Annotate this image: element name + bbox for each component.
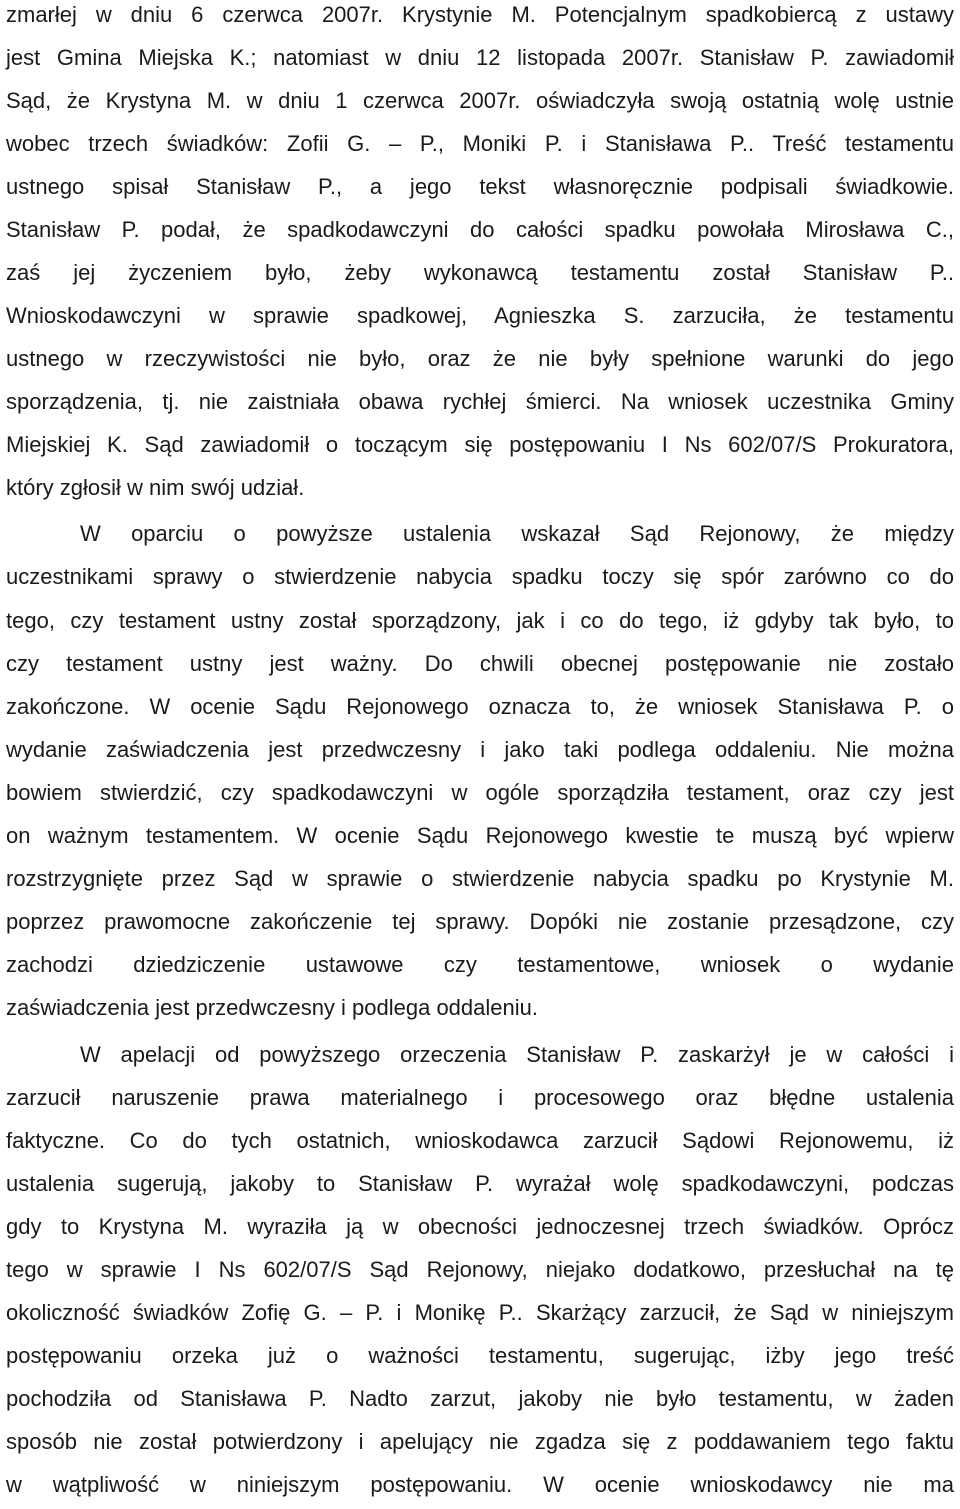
text-line: który zgłosił w nim swój udział. [6,475,305,500]
text-line: jest Gmina Miejska K.; natomiast w dniu 12 listopada 2007r. Stanisław P. zawiadomił [6,45,954,70]
text-line: wydanie zaświadczenia jest przedwczesny i jako taki podlega oddaleniu. Nie można [6,737,954,762]
text-line: Sąd, że Krystyna M. w dniu 1 czerwca 2007r. oświadczyła swoją ostatnią wolę ustnie [6,88,954,113]
text-line: faktyczne. Co do tych ostatnich, wnioskodawca zarzucił Sądowi Rejonowemu, iż [6,1128,954,1153]
text-line: ustnego w rzeczywistości nie było, oraz że nie były spełnione warunki do jego [6,346,954,371]
text-line: ustalenia sugerują, jakoby to Stanisław P. wyrażał wolę spadkodawczyni, podczas [6,1171,954,1196]
text-line: zakończone. W ocenie Sądu Rejonowego oznacza to, że wniosek Stanisława P. o [6,694,954,719]
text-line: gdy to Krystyna M. wyraziła ją w obecności jednoczesnej trzech świadków. Oprócz [6,1214,954,1239]
text-line: zaświadczenia jest przedwczesny i podlega oddaleniu. [6,995,538,1020]
text-line: bowiem stwierdzić, czy spadkodawczyni w ogóle sporządziła testament, oraz czy jest [6,780,954,805]
text-line: Stanisław P. podał, że spadkodawczyni do całości spadku powołała Mirosława C., [6,217,954,242]
text-line: on ważnym testamentem. W ocenie Sądu Rejonowego kwestie te muszą być wpierw [6,823,954,848]
text-line: sposób nie został potwierdzony i apelujący nie zgadza się z poddawaniem tego faktu [6,1429,954,1454]
text-line: ustnego spisał Stanisław P., a jego tekst własnoręcznie podpisali świadkowie. [6,174,954,199]
text-line: tego w sprawie I Ns 602/07/S Sąd Rejonowy, niejako dodatkowo, przesłuchał na tę [6,1257,954,1282]
text-line: wobec trzech świadków: Zofii G. – P., Moniki P. i Stanisława P.. Treść testamentu [6,131,954,156]
text-line: czy testament ustny jest ważny. Do chwili obecnej postępowanie nie zostało [6,651,954,676]
text-line: zarzucił naruszenie prawa materialnego i procesowego oraz błędne ustalenia [6,1085,954,1110]
text-line: rozstrzygnięte przez Sąd w sprawie o stwierdzenie nabycia spadku po Krystynie M. [6,866,954,891]
text-line: zachodzi dziedziczenie ustawowe czy testamentowe, wniosek o wydanie [6,952,954,977]
text-line: tego, czy testament ustny został sporządzony, jak i co do tego, iż gdyby tak było, to [6,608,954,633]
text-line: zaś jej życzeniem było, żeby wykonawcą testamentu został Stanisław P.. [6,260,954,285]
text-line: Wnioskodawczyni w sprawie spadkowej, Agnieszka S. zarzuciła, że testamentu [6,303,954,328]
text-line: W apelacji od powyższego orzeczenia Stanisław P. zaskarżył je w całości i [80,1042,954,1067]
text-line: poprzez prawomocne zakończenie tej sprawy. Dopóki nie zostanie przesądzone, czy [6,909,954,934]
text-line: zmarłej w dniu 6 czerwca 2007r. Krystynie M. Potencjalnym spadkobiercą z ustawy [6,2,954,27]
text-line: w wątpliwość w niniejszym postępowaniu. W ocenie wnioskodawcy nie ma [6,1472,954,1497]
text-line: uczestnikami sprawy o stwierdzenie nabycia spadku toczy się spór zarówno co do [6,564,954,589]
text-line: W oparciu o powyższe ustalenia wskazał Sąd Rejonowy, że między [80,521,954,546]
text-line: pochodziła od Stanisława P. Nadto zarzut, jakoby nie było testamentu, w żaden [6,1386,954,1411]
text-line: postępowaniu orzeka już o ważności testamentu, sugerując, iżby jego treść [6,1343,954,1368]
text-line: Miejskiej K. Sąd zawiadomił o toczącym się postępowaniu I Ns 602/07/S Prokuratora, [6,432,954,457]
text-line: sporządzenia, tj. nie zaistniała obawa rychłej śmierci. Na wniosek uczestnika Gminy [6,389,954,414]
text-line: okoliczność świadków Zofię G. – P. i Monikę P.. Skarżący zarzucił, że Sąd w niniejszym [6,1300,954,1325]
